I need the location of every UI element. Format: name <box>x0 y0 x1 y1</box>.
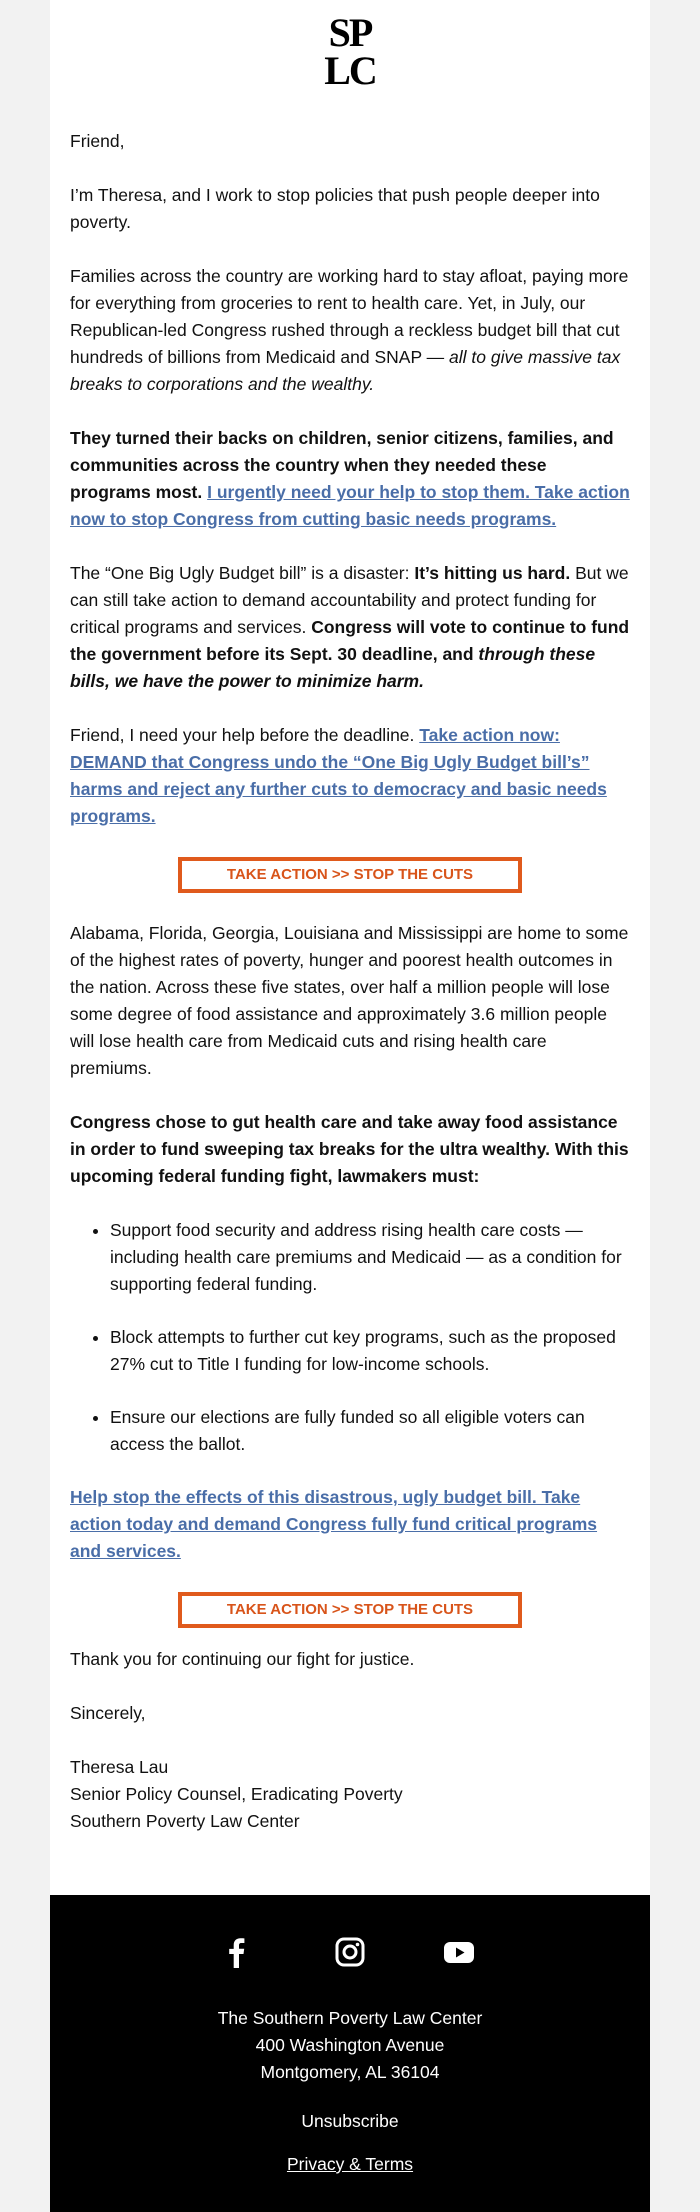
social-links <box>50 1935 650 1969</box>
take-action-link-3[interactable]: Help stop the effects of this disastrous, ugly budget bill. Take action today and demand Congress fully fund critical programs and services. <box>70 1487 598 1561</box>
paragraph-turned-backs: They turned their backs on children, senior citizens, families, and communities across the country when they needed these programs most. I urgently need your help to stop them. Take action now to stop Congress from cutting basic needs programs. <box>70 428 630 529</box>
footer-address <box>50 2005 650 2178</box>
paragraph-thanks: Thank you for continuing our fight for justice. <box>70 1649 415 1669</box>
paragraph-help-stop <box>70 1484 630 1565</box>
unsubscribe-link[interactable]: Unsubscribe <box>301 2111 399 2131</box>
signature-org: Southern Poverty Law Center <box>70 1811 300 1831</box>
signature-title: Senior Policy Counsel, Eradicating Poverty <box>70 1784 403 1804</box>
footer-city: Montgomery, AL 36104 <box>260 2062 440 2082</box>
take-action-link-2[interactable]: Take action now: DEMAND that Congress undo the “One Big Ugly Budget bill’s” harms and reject any further cuts to democracy and basic needs programs. <box>70 725 607 826</box>
take-action-button-2[interactable]: TAKE ACTION >> STOP THE CUTS <box>178 1592 522 1628</box>
privacy-terms-link[interactable]: Privacy & Terms <box>286 2154 414 2174</box>
message-content <box>70 128 630 1835</box>
paragraph-deadline: Friend, I need your help before the deadline. Take action now: DEMAND that Congress undo the “One Big Ugly Budget bill’s” harms and reject any further cuts to democracy and basic needs programs. <box>70 725 607 826</box>
list-item: • Support food security and address rising health care costs — including health care premiums and Medicaid — as a condition for supporting federal funding. <box>110 1217 630 1298</box>
take-action-button-1[interactable]: TAKE ACTION >> STOP THE CUTS <box>178 857 522 893</box>
signature-name: Theresa Lau <box>70 1757 169 1777</box>
paragraph-lawmakers-must: Congress chose to gut health care and take away food assistance in order to fund sweeping tax breaks for the ultra wealthy. With this upcoming federal funding fight, lawmakers must: <box>70 1112 629 1186</box>
footer-org: The Southern Poverty Law Center <box>217 2008 483 2028</box>
take-action-link-1[interactable]: I urgently need your help to stop them. Take action now to stop Congress from cutting basic needs programs. <box>70 482 630 529</box>
paragraph-families: Families across the country are working hard to stay afloat, paying more for everything from groceries to rent to health care. Yet, in July, our Republican-led Congress rushed through a reckless budget bill that cut hundreds of billions from Medicaid and SNAP — all to give massive tax breaks to corporations and the wealthy. <box>70 266 629 394</box>
paragraph-disaster: The “One Big Ugly Budget bill” is a disaster: It’s hitting us hard. But we can still take action to demand accountability and protect funding for critical programs and services. Congress will vote to continue to fund the government before its Sept. 30 deadline, and through these bills, we have the power to minimize harm. <box>70 563 630 691</box>
paragraph-intro: I’m Theresa, and I work to stop policies that push people deeper into poverty. <box>70 185 600 232</box>
youtube-icon[interactable] <box>442 1935 476 1969</box>
splc-logo[interactable]: SP LC <box>324 10 376 93</box>
signature-block <box>70 1754 630 1835</box>
greeting: Friend, <box>70 131 125 151</box>
list-item: • Ensure our elections are fully funded so all eligible voters can access the ballot. <box>110 1404 630 1458</box>
demands-list <box>70 1217 630 1458</box>
signoff: Sincerely, <box>70 1703 146 1723</box>
instagram-icon[interactable] <box>333 1935 367 1969</box>
list-item: • Block attempts to further cut key programs, such as the proposed 27% cut to Title I funding for low-income schools. <box>110 1324 630 1378</box>
paragraph-states: Alabama, Florida, Georgia, Louisiana and Mississippi are home to some of the highest rates of poverty, hunger and poorest health outcomes in the nation. Across these five states, over half a million people will lose some degree of food assistance and approximately 3.6 million people will lose health care from Medicaid cuts and rising health care premiums. <box>70 923 629 1078</box>
email-body <box>50 0 650 1895</box>
facebook-icon[interactable] <box>220 1935 254 1969</box>
email-footer <box>50 1895 650 2212</box>
footer-street: 400 Washington Avenue <box>255 2035 445 2055</box>
email-container <box>50 0 650 2212</box>
